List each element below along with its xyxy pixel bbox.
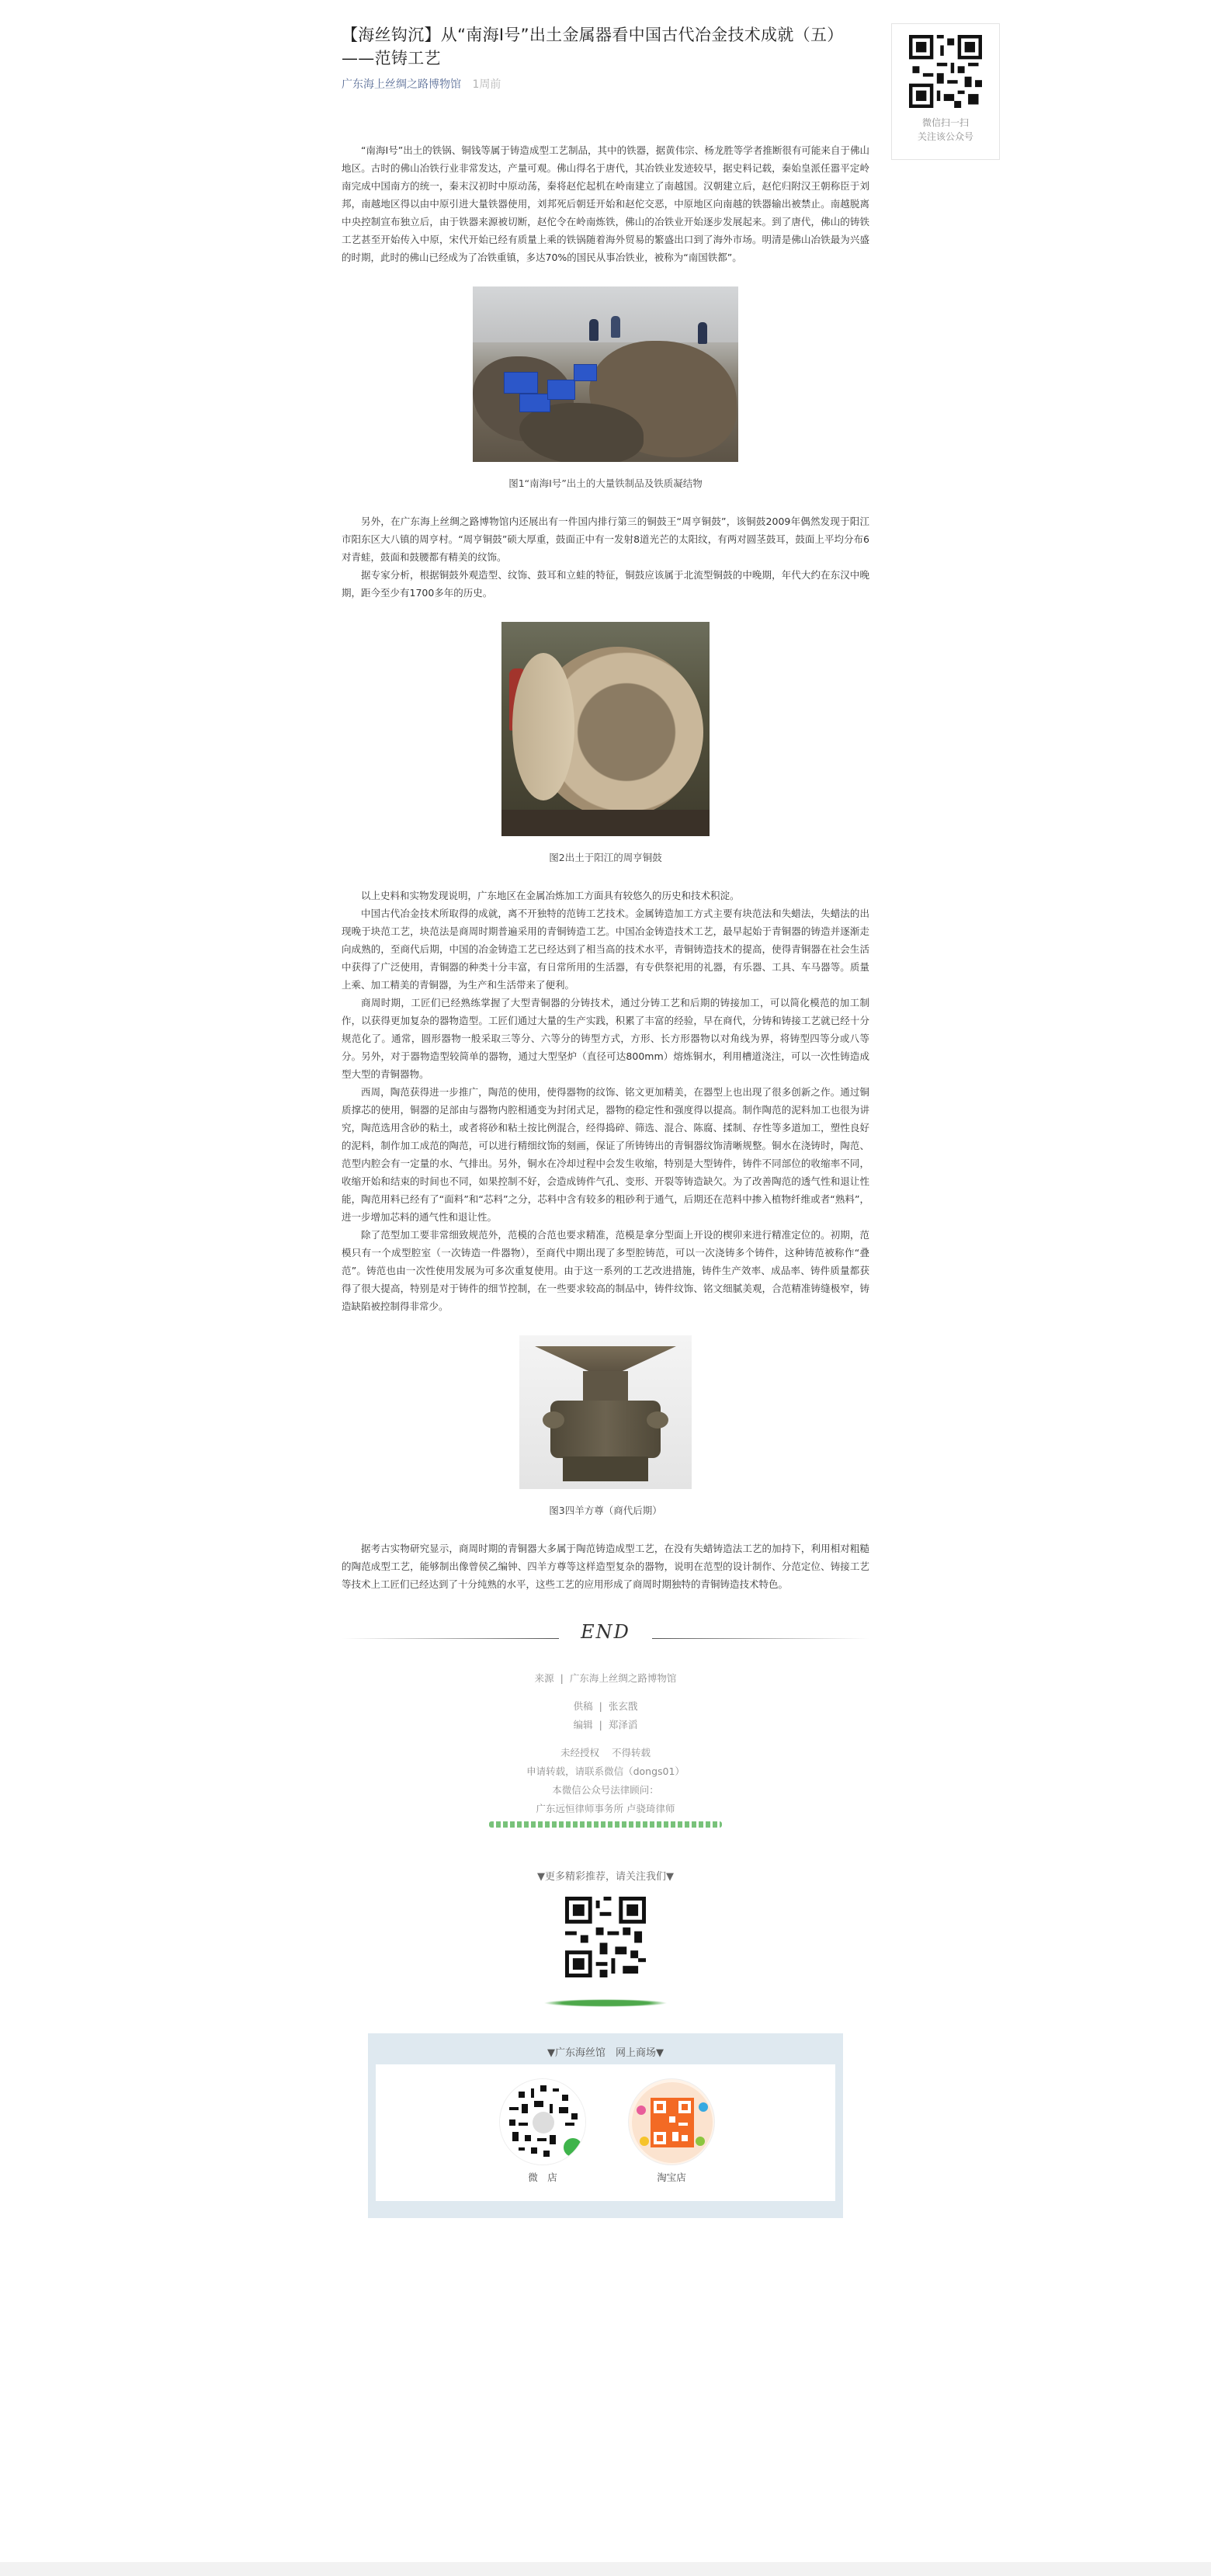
article-body <box>342 23 869 2218</box>
article-title: 【海丝钩沉】从“南海Ⅰ号”出土金属器看中国古代冶金技术成就（五）——范铸工艺 <box>342 26 844 68</box>
paragraph: 除了范型加工要非常细致规范外，范模的合范也要求精准，范模是拿分型面上开设的楔卯来进行精准定位的。初期，范模只有一个成型腔室（一次铸造一件器物），至商代中期出现了多型腔铸范，可以一次浇铸多个铸件，这种铸范被称作“叠范”。铸范也由一次性使用发展为可多次重复使用。由于这一系列的工艺改进措施，铸件生产效率、成品率、铸件质量都获得了很大提高，特别是对于铸件的细节控制，在一些要求较高的制品中，铸件纹饰、铭文细腻美观，合范精准铸缝极窄，铸造缺陷被控制得非常少。 <box>342 1229 869 1312</box>
taobao-code-icon <box>629 2079 715 2165</box>
iron-artifacts-photo[interactable] <box>473 286 738 462</box>
paragraph: 据专家分析，根据铜鼓外观造型、纹饰、鼓耳和立蛙的特征，铜鼓应该属于北流型铜鼓的中晚期，年代大约在东汉中晚期，距今至少有1700多年的历史。 <box>342 569 869 599</box>
source-line: 来源 | 广东海上丝绸之路博物馆 <box>534 1672 677 1684</box>
article-content <box>342 141 869 1593</box>
figure-1 <box>342 286 869 492</box>
paragraph: 商周时期，工匠们已经熟练掌握了大型青铜器的分铸技术，通过分铸工艺和后期的铸接加工，可以简化模范的加工制作，以获得更加复杂的器物造型。工匠们通过大量的生产实践，积累了丰富的经验，早在商代，分铸和铸接工艺就已经十分规范化了。通常，圆形器物一般采取三等分、六等分的铸型方式，方形、长方形器物以对角线为界，将铸型四等分或八等分。另外，对于器物造型较简单的器物，通过大型坚炉（直径可达800mm）熔炼铜水，利用槽道浇注，可以一次性铸造成型大型的青铜器物。 <box>342 997 869 1080</box>
paragraph: 中国古代冶金技术所取得的成就，离不开独特的范铸工艺技术。金属铸造加工方式主要有块范法和失蜡法，失蜡法的出现晚于块范工艺，块范法是商周时期普遍采用的青铜铸造工艺。中国冶金铸造技术工艺，最早起始于青铜器的铸造并逐渐走向成熟的，至商代后期，中国的冶金铸造工艺已经达到了相当高的技术水平，青铜铸造技术的提高，使得青铜器在社会生活中获得了广泛使用，青铜器的种类十分丰富，有日常所用的生活器，有专供祭祀用的礼器，有乐器、工具、车马器等。质量上乘、加工精美的青铜器，为生产和生活带来了便利。 <box>342 908 869 991</box>
bronze-drum-photo[interactable] <box>501 622 710 836</box>
figure-2 <box>342 622 869 866</box>
paragraph: 据考古实物研究显示，商周时期的青铜器大多属于陶范铸造成型工艺，在没有失蜡铸造法工艺的加持下，利用相对粗糙的陶范成型工艺，能够制出像曾侯乙编钟、四羊方尊等这样造型复杂的器物，说明在范型的设计制作、分范定位、铸接工艺等技术上工匠们已经达到了十分纯熟的水平，这些工艺的应用形成了商周时期独特的青铜铸造技术特色。 <box>342 1543 869 1590</box>
follow-prompt: ▼更多精彩推荐，请关注我们▼ <box>537 1871 674 1883</box>
shop-item-label: 微 店 <box>528 2172 557 2183</box>
law-firm: 广东远恒律师事务所 卢骁琦律师 <box>536 1803 675 1814</box>
grass-decoration <box>543 1999 668 2007</box>
paragraph: 西周，陶范获得进一步推广，陶范的使用，使得器物的纹饰、铭文更加精美，在器型上也出现了很多创新之作。通过铜质撑芯的使用，铜器的足部由与器物内腔相通变为封闭式足，器物的稳定性和强度得以提高。制作陶范的泥料加工也很为讲究，陶范选用含砂的粘土，或者将砂和粘土按比例混合，经得捣碎、筛选、混合、陈腐、揉制、存性等多道加工，塑性良好的泥料，制作加工成范的陶范，可以进行精细纹饰的刻画，保证了所铸铸出的青铜器纹饰清晰规整。铜水在浇铸时，陶范、范型内腔会有一定量的水、气排出。另外，铜水在冷却过程中会发生收缩，特别是大型铸件，铸件不同部位的收缩率不同，收缩开始和结束的时间也不同，如果控制不好，会造成铸件气孔、变形、开裂等铸造缺欠。为了改善陶范的透气性和退让性能，陶范用料已经有了“面料”和“芯料”之分，芯料中含有较多的粗砂利于通气，后期还在范料中掺入植物纤维或者“熟料”，进一步增加芯料的通气性和退让性。 <box>342 1086 869 1223</box>
qr-code-icon <box>565 1897 646 1977</box>
shop-item-label: 淘宝店 <box>657 2172 686 2183</box>
paragraph: 另外，在广东海上丝绸之路博物馆内还展出有一件国内排行第三的铜鼓王“周亨铜鼓”，该铜鼓2009年偶然发现于阳江市阳东区大八镇的周亨村。“周亨铜鼓”硕大厚重，鼓面正中有一发射8道光芒的太阳纹，有两对圆茎鼓耳，鼓面上平均分布6对青蛙，鼓面和鼓腰都有精美的纹饰。 <box>342 516 869 563</box>
follow-qr-code[interactable] <box>565 1897 646 1981</box>
figure-3-caption: 图3四羊方尊（商代后期） <box>549 1505 662 1516</box>
end-mark: END <box>581 1621 630 1643</box>
shop-item-taobao[interactable] <box>621 2078 722 2184</box>
shop-item-weidian[interactable] <box>492 2078 593 2184</box>
wave-divider <box>489 1821 722 1828</box>
qr-code-icon <box>909 35 982 108</box>
editor-line: 供稿 | 张玄戬 <box>573 1700 638 1712</box>
sidebar-qr-code[interactable] <box>909 35 982 111</box>
article-meta <box>342 76 869 93</box>
weidian-qr-code[interactable] <box>499 2078 586 2165</box>
repost-contact: 申请转载，请联系微信（dongs01） <box>526 1765 685 1777</box>
page-bottom-bar <box>0 2562 1211 2576</box>
paragraph: 以上史料和实物发现说明，广东地区在金属冶炼加工方面具有较悠久的历史和技术积淀。 <box>361 890 740 901</box>
taobao-qr-code[interactable] <box>628 2078 715 2165</box>
follow-account-card <box>891 23 1000 160</box>
follow-qr-block <box>543 1897 668 2007</box>
shop-title: ▼广东海丝馆 网上商场▼ <box>547 2047 664 2059</box>
compiler-line: 编辑 | 郑泽滔 <box>573 1719 638 1731</box>
end-divider <box>342 1621 869 1652</box>
shop-items <box>376 2064 835 2201</box>
figure-2-caption: 图2出土于阳江的周亨铜鼓 <box>549 852 662 863</box>
sidebar-qr-tip: 微信扫一扫 关注该公众号 <box>917 117 973 142</box>
figure-3 <box>342 1335 869 1519</box>
figure-1-caption: 图1“南海Ⅰ号”出土的大量铁制品及铁质凝结物 <box>508 477 703 489</box>
copyright-line: 未经授权 不得转载 <box>560 1747 651 1758</box>
law-line: 本微信公众号法律顾问： <box>552 1784 659 1796</box>
paragraph: “南海Ⅰ号”出土的铁锅、铜钱等属于铸造成型工艺制品，其中的铁器，据黄伟宗、杨龙胜等学者推断很有可能来自于佛山地区。古时的佛山冶铁行业非常发达，产量可观。佛山得名于唐代，其冶铁业发迹较早，据史料记载，秦始皇派任嚣平定岭南完成中国南方的统一，秦末汉初时中原动荡，秦将赵佗起机在岭南建立了南越国。汉朝建立后，赵佗归附汉王朝称臣于刘邦，南越地区得以由中原引进大量铁器使用，刘邦死后朝廷开始和赵佗交恶，中原地区向南越的铁器输出被禁止。南越脱离中央控制宣布独立后，由于铁器来源被切断，赵佗令在岭南炼铁，佛山的冶铁业开始逐步发展起来。到了唐代，佛山的铸铁工艺甚至开始传入中原，宋代开始已经有质量上乘的铁锅随着海外贸易的繁盛出口到了海外市场。明清是佛山冶铁最为兴盛的时期，此时的佛山已经成为了冶铁重镇，多达70%的国民从事冶铁业，被称为“南国铁都”。 <box>342 144 869 263</box>
four-ram-zun-photo[interactable] <box>519 1335 692 1489</box>
wechat-badge-icon <box>564 2138 582 2157</box>
publish-time: 1周前 <box>472 78 501 91</box>
online-shop-panel <box>368 2033 843 2218</box>
account-name-link[interactable]: 广东海上丝绸之路博物馆 <box>342 78 461 91</box>
article-credits <box>342 1669 869 1828</box>
